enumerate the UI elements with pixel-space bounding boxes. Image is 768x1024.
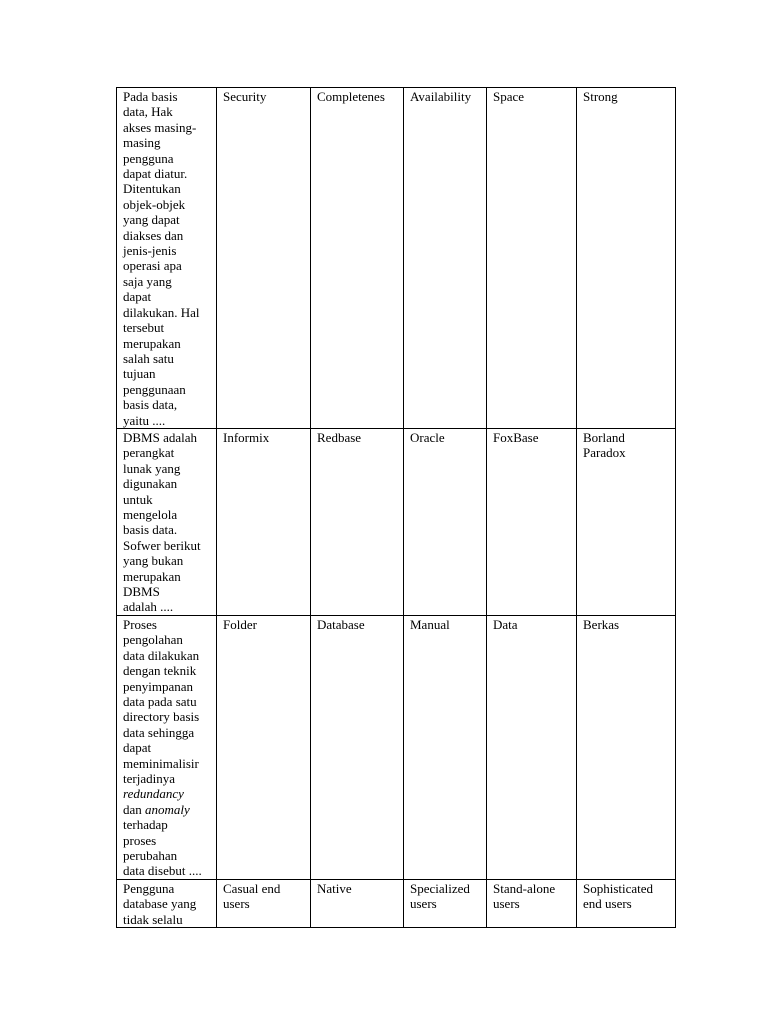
question-cell	[117, 615, 217, 879]
option-c: Oracle	[410, 429, 445, 445]
option-cell	[487, 428, 577, 615]
option-b: Completenes	[317, 89, 385, 104]
option-cell	[311, 879, 404, 927]
option-cell	[577, 879, 676, 927]
question-text	[123, 617, 210, 879]
option-e: Borland Paradox	[583, 429, 626, 461]
question-cell	[117, 88, 217, 429]
option-cell	[217, 615, 311, 879]
option-d: Stand-alone users	[493, 880, 556, 912]
question-text: Pada basis data, Hak akses masing- masing pengguna dapat diatur. Ditentukan objek-objek yang dapat diakses dan jenis-jenis operasi apa saja yang dapat dilakukan. Hal tersebut merupakan salah satu tujuan penggunaan basis data, yaitu ....	[123, 89, 200, 428]
option-d: Space	[493, 89, 525, 104]
option-cell	[404, 615, 487, 879]
question-text-middle: dan	[123, 801, 142, 817]
question-cell	[117, 428, 217, 615]
table-row	[117, 428, 676, 615]
option-c: Manual	[410, 616, 450, 632]
option-cell	[311, 615, 404, 879]
option-e: Sophisticated end users	[583, 880, 654, 912]
option-cell	[311, 428, 404, 615]
table-row	[117, 88, 676, 429]
question-text-end: terhadap proses perubahan data disebut ....	[123, 817, 202, 879]
option-cell	[404, 428, 487, 615]
option-c: Specialized users	[410, 880, 470, 912]
option-d: FoxBase	[493, 429, 539, 445]
option-a: Informix	[223, 429, 270, 445]
question-text: Pengguna database yang tidak selalu	[123, 880, 197, 927]
option-cell	[487, 88, 577, 429]
table-row	[117, 615, 676, 879]
option-cell	[404, 88, 487, 429]
question-text: DBMS adalah perangkat lunak yang digunakan untuk mengelola basis data. Sofwer berikut yang bukan merupakan DBMS adalah ....	[123, 429, 201, 615]
question-cell	[117, 879, 217, 927]
option-b: Redbase	[317, 429, 362, 445]
option-c: Availability	[410, 89, 472, 104]
option-a: Casual end users	[223, 880, 281, 912]
question-text-start: Proses pengolahan data dilakukan dengan teknik penyimpanan data pada satu directory basis data sehingga dapat meminimalisir terjadinya	[123, 616, 200, 786]
option-cell	[577, 428, 676, 615]
redundancy-term: redundancy	[123, 786, 184, 802]
option-cell	[487, 879, 577, 927]
quiz-table	[116, 87, 676, 928]
option-cell	[217, 879, 311, 927]
option-cell	[577, 615, 676, 879]
option-cell	[487, 615, 577, 879]
option-b: Database	[317, 616, 365, 632]
option-b: Native	[317, 880, 352, 896]
option-cell	[217, 88, 311, 429]
anomaly-term: anomaly	[145, 801, 190, 817]
option-a: Folder	[223, 616, 257, 632]
option-cell	[217, 428, 311, 615]
option-cell	[311, 88, 404, 429]
option-d: Data	[493, 616, 518, 632]
option-cell	[404, 879, 487, 927]
option-cell	[577, 88, 676, 429]
option-e: Strong	[583, 89, 618, 104]
table-row	[117, 879, 676, 927]
option-e: Berkas	[583, 616, 620, 632]
option-a: Security	[223, 89, 267, 104]
